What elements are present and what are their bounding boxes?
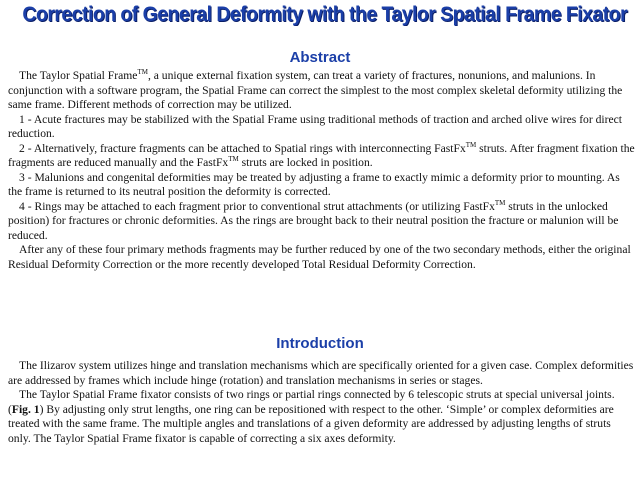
trademark-mark: TM xyxy=(228,155,239,163)
abstract-p3-text-c: struts are locked in position. xyxy=(238,156,373,169)
trademark-mark: TM xyxy=(465,140,477,149)
figure-reference: Fig. 1 xyxy=(11,402,40,416)
introduction-section xyxy=(8,359,636,446)
introduction-paragraph-taylor-frame xyxy=(8,388,636,446)
abstract-paragraph-method-2 xyxy=(8,142,636,171)
abstract-p5-text-b: struts in the unlocked position) for fractures or chronic deformities. As the rings are brought back to their neutral position the fracture or malunion will be reduced. xyxy=(8,199,619,242)
abstract-p3-text-b: struts. After fragment fixation the fragments are reduced manually and the FastFx xyxy=(8,141,635,169)
trademark-mark: TM xyxy=(137,68,148,76)
abstract-p1-text-a: The Taylor Spatial Frame xyxy=(19,69,138,82)
abstract-section xyxy=(8,69,636,272)
introduction-paragraph-ilizarov: The Ilizarov system utilizes hinge and translation mechanisms which are specifically oriented for a given case. Complex deformities are addressed by frames which include hinge (rotation) and translation mechanisms in series or stages. xyxy=(8,359,634,387)
abstract-paragraph-method-4 xyxy=(8,200,636,244)
abstract-paragraph-secondary-methods: After any of these four primary methods fragments may be further reduced by one of the two secondary methods, either the original Residual Deformity Correction or the more recently developed Total Residual Deformity Correction. xyxy=(8,243,631,271)
abstract-heading: Abstract xyxy=(289,49,351,66)
abstract-p5-text-a: 4 - Rings may be attached to each fragment prior to conventional strut attachments (or utilizing FastFx xyxy=(19,199,495,213)
intro-p2-text-b: ) By adjusting only strut lengths, one ring can be repositioned with respect to the other. ‘Simple’ or complex deformities are treated with the same frame. The multiple angles and translations of a given deformity are addressed by adjusting lengths of struts only. The Taylor Spatial Frame fixator is capable of correcting a six axes deformity. xyxy=(8,402,614,445)
abstract-paragraph-method-1: 1 - Acute fractures may be stabilized with the Spatial Frame using traditional methods of traction and arched olive wires for direct reduction. xyxy=(8,112,623,140)
abstract-paragraph-intro xyxy=(8,69,636,113)
intro-p2-text-a: The Taylor Spatial Frame fixator consists of two rings or partial rings connected by 6 telescopic struts at special universal joints. ( xyxy=(8,388,615,416)
introduction-heading: Introduction xyxy=(276,335,364,352)
abstract-p1-text-b: , a unique external fixation system, can treat a variety of fractures, nonunions, and malunions. In conjunction with a software program, the Spatial Frame can correct the simplest to the most complex skeletal deformity utilizing the same frame. Different methods of correction may be utilized. xyxy=(8,69,623,111)
page-title: Correction of General Deformity with the Taylor Spatial Frame Fixator xyxy=(22,3,628,26)
trademark-mark: TM xyxy=(494,198,506,207)
abstract-p3-text-a: 2 - Alternatively, fracture fragments can be attached to Spatial rings with interconnecting FastFx xyxy=(19,141,466,155)
abstract-paragraph-method-3: 3 - Malunions and congenital deformities may be treated by adjusting a frame to exactly mimic a deformity prior to mounting. As the frame is returned to its neutral position the deformity is corrected. xyxy=(8,170,620,198)
